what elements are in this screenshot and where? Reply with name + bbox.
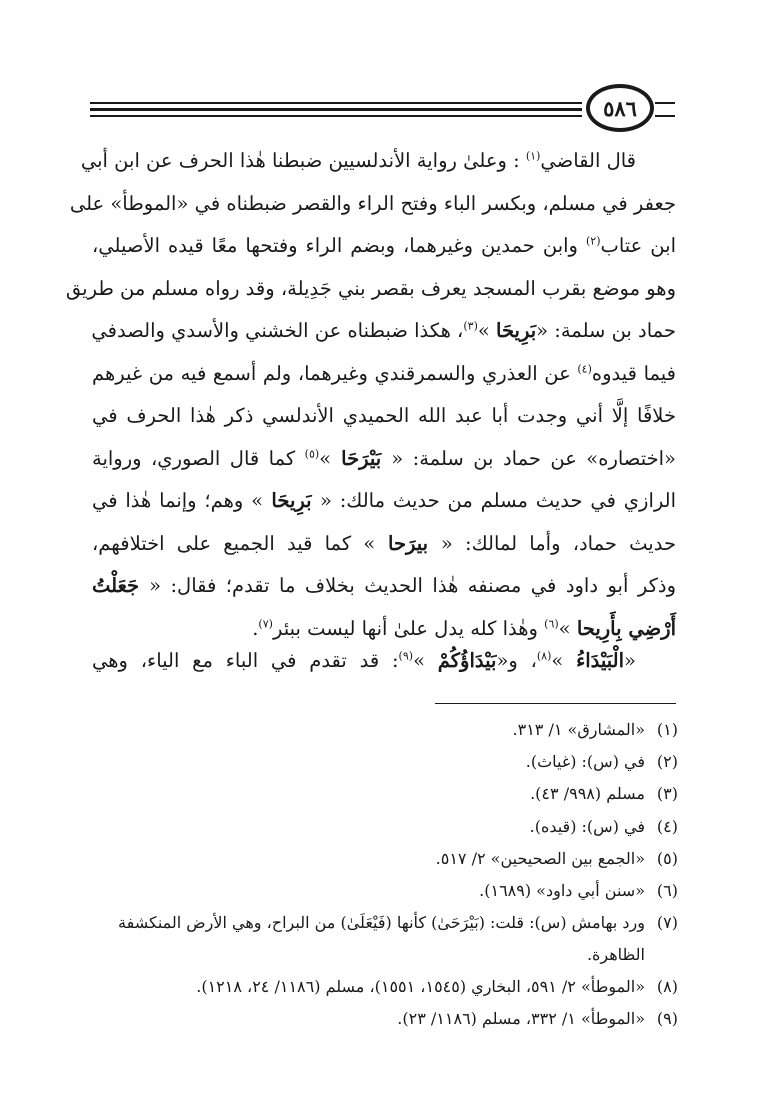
text-line [92, 353, 676, 396]
text-run: ، هكذا ضبطناه عن الخشني والأسدي والصدفي [91, 319, 464, 342]
text-line [92, 225, 676, 268]
text-run: جعفر في مسلم، وبكسر الباء وفتح الراء والقصر ضبطناه في «الموطأ» على [69, 191, 676, 215]
footnote-number: (٨) [656, 977, 678, 997]
footnote-ref: (٧) [258, 617, 273, 630]
footnote-text: «الموطأ» ١/ ٣٣٢، مسلم (١١٨٦/ ٢٣). [397, 1009, 645, 1029]
text-run: » [558, 616, 577, 640]
page-header [90, 82, 675, 128]
footnote-text: «سنن أبي داود» (١٦٨٩). [479, 881, 645, 901]
second-paragraph [92, 640, 676, 683]
footnote-ref: (٥) [304, 447, 320, 460]
keyword: الْبَيْدَاءُ [576, 649, 625, 672]
footnote-ref: (٦) [544, 617, 559, 630]
text-line [92, 395, 676, 438]
text-run: فيما قيدوه [591, 361, 676, 385]
footnote-text: في (س): (غياث). [525, 752, 645, 772]
text-line [92, 523, 676, 566]
text-run: » [319, 446, 332, 470]
footnote-text: مسلم (٩٩٨/ ٤٣). [530, 784, 645, 804]
text-run: الرازي في حديث مسلم من حديث مالك: « [319, 489, 676, 512]
text-run: « [624, 649, 636, 672]
text-line [92, 438, 676, 481]
footnote-ref: (٢) [585, 234, 601, 248]
footnote-text: ورد بهامش (س): قلت: (بَيْرَحَىٰ) كأنها (فَيْعَلَىٰ) من البراح، وهي الأرض المنكشفة الظاهرة. [118, 913, 645, 965]
text-run: » كما قيد الجميع على اختلافهم، [92, 531, 376, 555]
keyword: جَعَلْتُ [92, 574, 150, 597]
text-line [92, 565, 676, 608]
text-run: وذكر أبو داود في مصنفه هٰذا الحديث بخلاف ما تقدم؛ فقال: « [149, 574, 676, 597]
footnote-number: (٥) [656, 848, 678, 868]
footnote-ref: (٨) [536, 649, 552, 663]
footnote [92, 1003, 678, 1035]
keyword: أَرْضِي بِأَرِيحا [576, 616, 676, 640]
text-line [80, 140, 676, 183]
text-run: : قد تقدم في الباء مع الياء، وهي [92, 649, 399, 672]
footnote-ref: (١) [525, 149, 541, 163]
text-run: حديث حماد، وأما لمالك: « [440, 531, 676, 555]
keyword: بيرَحا [375, 531, 441, 555]
footnote-ref: (٣) [463, 319, 478, 333]
text-line [92, 310, 676, 353]
header-rule [90, 102, 582, 104]
keyword: بَيْدَاؤُكُمْ [437, 649, 497, 672]
header-rule [90, 108, 582, 111]
footnote-ref: (٩) [398, 649, 414, 663]
keyword: بَيْرَحَا [331, 446, 392, 470]
text-line [92, 480, 676, 523]
text-run: خلافًا إلَّا أني وجدت أبا عبد الله الحميدي الأندلسي ذكر هٰذا الحرف في [92, 404, 676, 427]
footnote-number: (٩) [656, 1009, 678, 1029]
keyword: بَرِيحَا [496, 319, 537, 342]
footnote-number: (٣) [656, 784, 678, 804]
text-run: » [551, 649, 577, 672]
footnote-text: «المشارق» ١/ ٣١٣. [512, 720, 645, 739]
main-text [65, 140, 676, 650]
footnote [92, 714, 678, 746]
footnote [92, 778, 678, 810]
footnote [92, 971, 678, 1003]
text-run: وهٰذا كله يدل علىٰ أنها ليست ببئر [272, 616, 545, 640]
text-run: : وعلىٰ رواية الأندلسيين ضبطنا هٰذا الحرف عن ابن أبي [80, 149, 526, 172]
text-run: كما قال الصوري، ورواية [92, 446, 305, 470]
text-run: » وهم؛ وإنما هٰذا في [92, 489, 264, 512]
header-rule [655, 115, 675, 117]
text-run: » [413, 649, 438, 672]
footnote-number: (٤) [656, 816, 678, 836]
footnote-text: في (س): (قيده). [529, 816, 645, 836]
footnotes [92, 714, 678, 1036]
footnote-separator [435, 703, 676, 704]
footnote [92, 907, 678, 971]
text-line [69, 183, 676, 226]
text-run: . [252, 616, 259, 640]
footnote-ref: (٤) [577, 362, 592, 375]
text-run: قال القاضي [540, 149, 636, 172]
text-run: وهو موضع بقرب المسجد يعرف بقصر بني جَدِيلة، وقد رواه مسلم من طريق [65, 276, 676, 300]
footnote [92, 843, 678, 875]
footnote-number: (٧) [656, 913, 678, 933]
text-run: حماد بن سلمة: « [536, 319, 676, 342]
footnote [92, 811, 678, 843]
header-rule [90, 115, 582, 117]
footnote-number: (٦) [656, 881, 678, 901]
text-run: ابن عتاب [600, 234, 676, 257]
text-run: » [477, 319, 496, 342]
text-run: عن العذري والسمرقندي وغيرهما، ولم أسمع فيه من غيرهم [92, 361, 578, 385]
text-run: ، و« [496, 649, 537, 672]
footnote [92, 875, 678, 907]
text-line [65, 268, 676, 311]
footnote-text: «الموطأ» ٢/ ٥٩١، البخاري (١٥٤٥، ١٥٥١)، مسلم (١١٨٦/ ٢٤، ١٢١٨). [196, 977, 645, 997]
footnote-number: (٢) [656, 752, 678, 772]
page-number: ٥٨٦ [586, 84, 654, 132]
footnote-text: «الجمع بين الصحيحين» ٢/ ٥١٧. [435, 848, 645, 868]
text-line [92, 640, 676, 683]
keyword: بَرِيحَا [263, 489, 320, 512]
header-rule [655, 102, 675, 104]
text-run: وابن حمدين وغيرهما، وبضم الراء وفتحها معًا قيده الأصيلي، [92, 234, 586, 257]
footnote [92, 746, 678, 778]
text-run: «اختصاره» عن حماد بن سلمة: « [391, 446, 676, 470]
footnote-number: (١) [656, 720, 678, 739]
